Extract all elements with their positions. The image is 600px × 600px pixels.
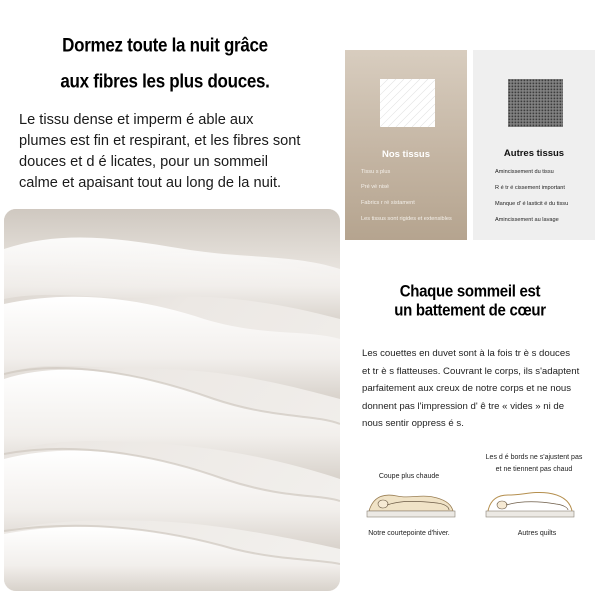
- poor-fit-caption: [470, 452, 598, 476]
- other-fabric-feature: Manque d' é lasticit é du tissu: [495, 201, 569, 207]
- intro-line: plumes est fin et respirant, et les fibres sont: [19, 133, 301, 149]
- other-fabric-feature: R é tr é cissement important: [495, 185, 565, 191]
- our-fabric-feature: Fabrics r ré sistament: [361, 200, 415, 206]
- our-quilt-sleeper-icon: [363, 483, 457, 521]
- our-fabric-feature: Les tissus sont rigides et extensibles: [361, 216, 452, 222]
- our-quilt-caption: Notre courtepointe d'hiver.: [368, 530, 450, 537]
- paragraph-line: et tr è s flatteuses. Couvrant le corps, ils s'adaptent: [362, 365, 580, 377]
- intro-line: Le tissu dense et imperm é able aux: [19, 112, 254, 128]
- paragraph-line: donnent pas l'impression d' ê tre « vides » ni de: [362, 400, 565, 412]
- intro-line: calme et apaisant tout au long de la nuit.: [19, 175, 282, 191]
- our-fabric-card: [345, 50, 467, 240]
- paragraph-line: Les couettes en duvet sont à la fois tr è s douces: [362, 348, 570, 359]
- description-paragraph: [362, 345, 594, 433]
- other-fabric-feature: Amincissement du tissu: [495, 169, 554, 175]
- other-fabric-card: [473, 50, 595, 240]
- our-fabric-feature: Pré vé nisé: [361, 184, 389, 190]
- paragraph-line: nous sentir oppress é s.: [362, 418, 464, 430]
- other-fabric-title: Autres tissus: [503, 148, 565, 159]
- warm-fit-caption: Coupe plus chaude: [378, 473, 440, 480]
- section-title-line-2: un battement de cœur: [394, 300, 546, 321]
- duvet-photo: [4, 209, 340, 591]
- poor-fit-caption-line: Les d é bords ne s'ajustent pas: [485, 454, 583, 461]
- intro-text: [19, 110, 334, 194]
- our-fabric-feature: Tissu s plus: [361, 169, 391, 175]
- section-title-line-1: Chaque sommeil est: [399, 281, 541, 302]
- our-fabric-title: Nos tissus: [381, 149, 431, 160]
- poor-fit-caption-line: et ne tiennent pas chaud: [495, 466, 573, 473]
- intro-line: douces et d é licates, pour un sommeil: [19, 154, 269, 170]
- other-quilt-caption: Autres quilts: [517, 530, 557, 537]
- coarse-fabric-swatch-icon: [508, 79, 563, 127]
- fine-fabric-swatch-icon: [380, 79, 435, 127]
- paragraph-line: parfaitement aux creux de notre corps et ne nous: [362, 383, 572, 395]
- headline-line-2: aux fibres les plus douces.: [60, 70, 270, 93]
- headline-line-1: Dormez toute la nuit grâce: [62, 34, 268, 57]
- other-quilt-sleeper-icon: [482, 483, 576, 521]
- other-fabric-feature: Amincissement au lavage: [495, 217, 559, 223]
